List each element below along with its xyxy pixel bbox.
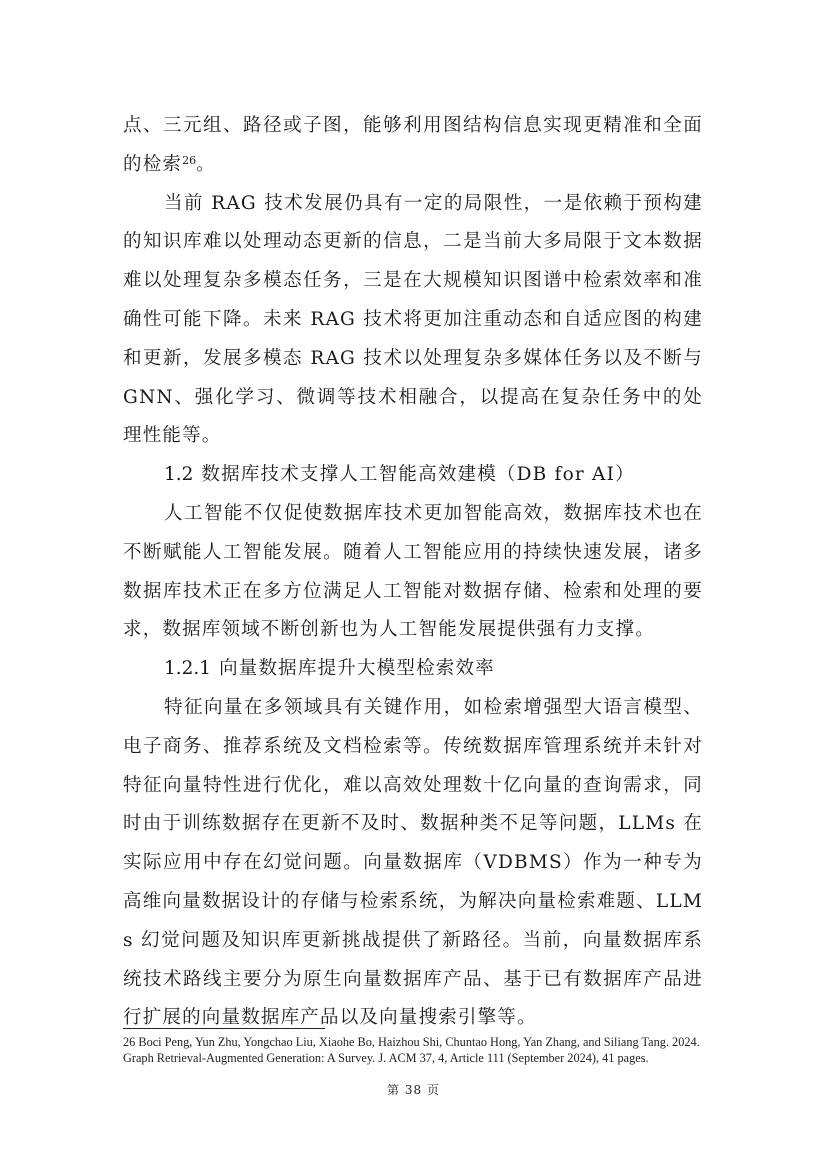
section-title: 向量数据库提升大模型检索效率 [219,658,495,680]
paragraph-text: 点、三元组、路径或子图，能够利用图结构信息实现更精准和全面的检索 [123,115,703,175]
section-heading-1-2 [123,456,703,495]
section-number: 1.2.1 [164,658,212,680]
footnote-ref[interactable]: 26 [182,153,197,167]
section-number: 1.2 [164,464,194,486]
section-heading-1-2-1 [123,650,703,689]
footnote: 26 Boci Peng, Yun Zhu, Yongchao Liu, Xiaohe Bo, Haizhou Shi, Chuntao Hong, Yan Zhang, and Siliang Tang. 2024. Graph Retrieval-Augmented Generation: A Survey. J. ACM 37, 4, Article 111 (September 2024), 41 pages. [123,1035,700,1065]
paragraph-vector-db: 特征向量在多领域具有关键作用，如检索增强型大语言模型、电子商务、推荐系统及文档检索等。传统数据库管理系统并未针对特征向量特性进行优化，难以高效处理数十亿向量的查询需求，同时由于训练数据存在更新不及时、数据种类不足等问题，LLMs 在实际应用中存在幻觉问题。向量数据库（VDBMS）作为一种专为高维向量数据设计的存储与检索系统，为解决向量检索难题、LLMs 幻觉问题及知识库更新挑战提供了新路径。当前，向量数据库系统技术路线主要分为原生向量数据库产品、基于已有数据库产品进行扩展的向量数据库产品以及向量搜索引擎等。 [123,696,703,1029]
paragraph-punct: 。 [196,153,216,175]
body-text [123,107,703,1038]
footnote-divider [123,1028,325,1029]
page-number: 第 38 页 [387,1083,440,1097]
section-title: 数据库技术支撑人工智能高效建模（DB for AI） [201,464,635,486]
paragraph-rag-limitations: 当前 RAG 技术发展仍具有一定的局限性，一是依赖于预构建的知识库难以处理动态更新的信息，二是当前大多局限于文本数据难以处理复杂多模态任务，三是在大规模知识图谱中检索效率和准确性可能下降。未来 RAG 技术将更加注重动态和自适应图的构建和更新，发展多模态 RAG 技术以处理复杂多媒体任务以及不断与 GNN、强化学习、微调等技术相融合，以提高在复杂任务中的处理性能等。 [123,192,703,447]
paragraph-continued [123,107,703,185]
paragraph-db-for-ai: 人工智能不仅促使数据库技术更加智能高效，数据库技术也在不断赋能人工智能发展。随着人工智能应用的持续快速发展，诸多数据库技术正在多方位满足人工智能对数据存储、检索和处理的要求，数据库领域不断创新也为人工智能发展提供强有力支撑。 [123,502,703,641]
